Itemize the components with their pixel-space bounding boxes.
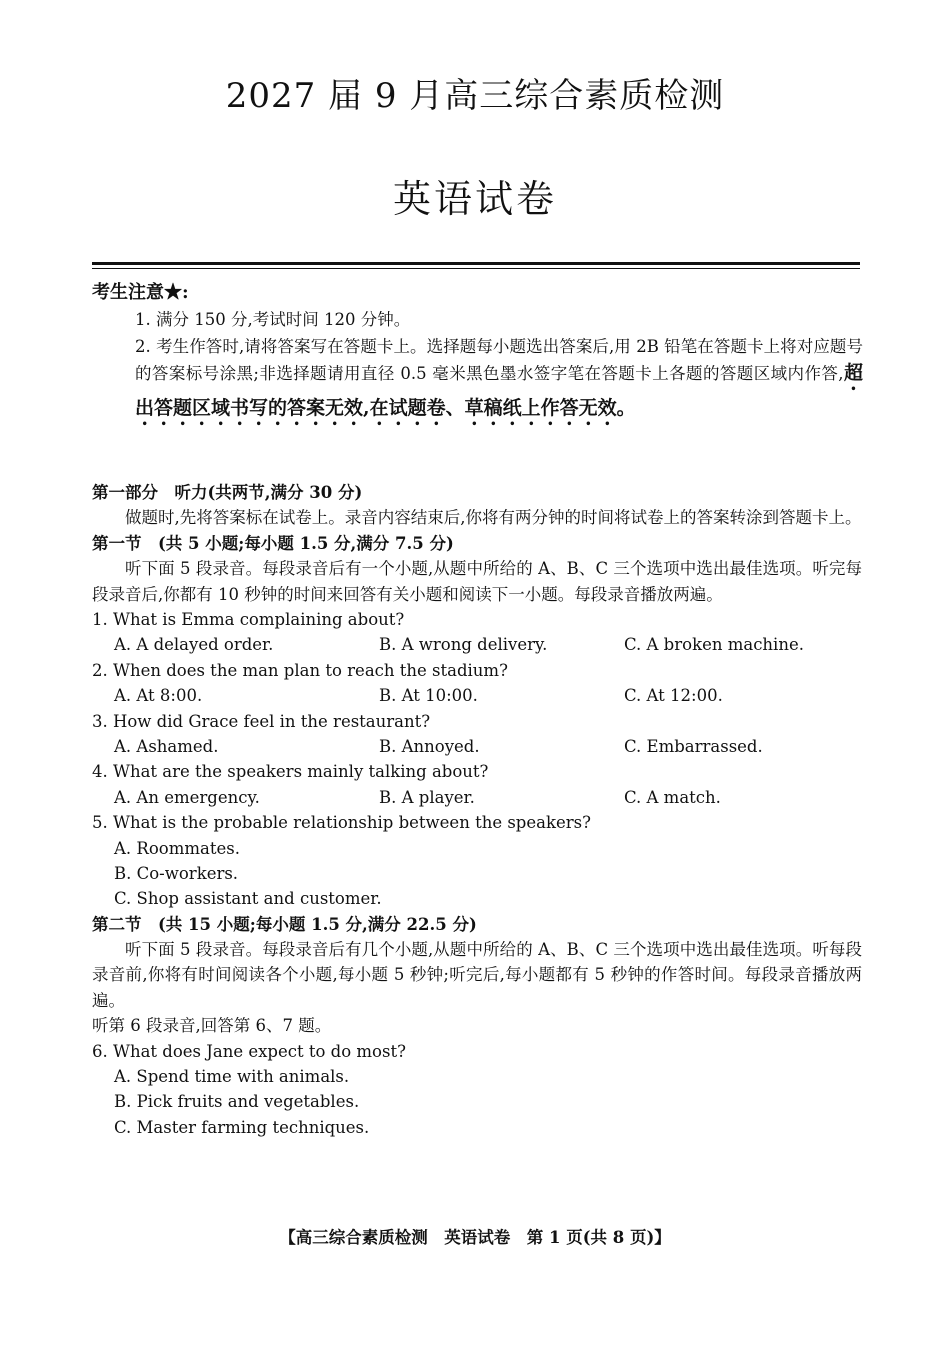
- section1-heading: 第一节 (共 5 小题;每小题 1.5 分,满分 7.5 分): [92, 533, 454, 553]
- question-6: [92, 1039, 862, 1141]
- header-divider-thin: [92, 268, 860, 269]
- notice-title: 考生注意★:: [92, 282, 189, 303]
- option-a: A. Spend time with animals.: [114, 1067, 350, 1087]
- question-stem: 2. When does the man plan to reach the stadium?: [92, 660, 508, 680]
- exam-title: 2027 届 9 月高三综合素质检测: [225, 76, 725, 116]
- notice-item-2-text: 2. 考生作答时,请将答案写在答题卡上。选择题每小题选出答案后,用 2B 铅笔在答题卡上将对应题号的答案标号涂黑;非选择题请用直径 0.5 毫米黑色墨水签字笔在答题卡上各题的答题区域内作答,: [135, 337, 863, 383]
- listening-part: [92, 480, 862, 1140]
- option-a: A. At 8:00.: [114, 686, 203, 706]
- question-3: [92, 709, 862, 760]
- question-stem: 3. How did Grace feel in the restaurant?: [92, 711, 431, 731]
- option-c: C. A broken machine.: [624, 635, 804, 655]
- notice-item-1: 1. 满分 150 分,考试时间 120 分钟。: [135, 310, 411, 329]
- section2-intro: 听下面 5 段录音。每段录音后有几个小题,从题中所给的 A、B、C 三个选项中选出最佳选项。听每段录音前,你将有时间阅读各个小题,每小题 5 秒钟;听完后,每小题都有 5 秒钟的作答时间。每段录音播放两遍。: [92, 940, 862, 1010]
- page-footer: 【高三综合素质检测 英语试卷 第 1 页(共 8 页)】: [279, 1228, 671, 1247]
- option-a: A. An emergency.: [114, 787, 260, 807]
- option-b: B. A player.: [379, 787, 475, 807]
- question-stem: 1. What is Emma complaining about?: [92, 610, 405, 629]
- option-c: C. Embarrassed.: [624, 736, 763, 756]
- exam-subject-title: 英语试卷: [392, 177, 557, 221]
- option-c: C. Shop assistant and customer.: [114, 889, 382, 909]
- notice-item-2: [135, 333, 863, 430]
- option-a: A. Ashamed.: [114, 736, 219, 756]
- header-divider-thick: [92, 262, 860, 265]
- question-1: [92, 607, 862, 658]
- option-b: B. A wrong delivery.: [379, 635, 548, 655]
- option-c: C. A match.: [624, 787, 721, 807]
- section2-prompt: 听第 6 段录音,回答第 6、7 题。: [92, 1016, 332, 1036]
- part1-intro: 做题时,先将答案标在试卷上。录音内容结束后,你将有两分钟的时间将试卷上的答案转涂到答题卡上。: [125, 508, 862, 528]
- option-c: C. Master farming techniques.: [114, 1117, 370, 1137]
- question-stem: 6. What does Jane expect to do most?: [92, 1041, 406, 1061]
- option-c: C. At 12:00.: [624, 686, 723, 706]
- question-stem: 4. What are the speakers mainly talking about?: [92, 762, 489, 782]
- notice-item-2-emphasis: 超出答题区域书写的答案无效,在试题卷、草稿纸上作答无效。: [135, 362, 863, 419]
- option-b: B. Annoyed.: [379, 736, 480, 756]
- part1-heading: 第一部分 听力(共两节,满分 30 分): [92, 483, 363, 502]
- section2-heading: 第二节 (共 15 小题;每小题 1.5 分,满分 22.5 分): [92, 914, 477, 934]
- option-a: A. Roommates.: [114, 838, 240, 858]
- question-5: [92, 810, 862, 912]
- option-b: B. At 10:00.: [379, 686, 478, 706]
- option-b: B. Pick fruits and vegetables.: [114, 1092, 360, 1112]
- option-a: A. A delayed order.: [114, 635, 274, 655]
- section1-intro: 听下面 5 段录音。每段录音后有一个小题,从题中所给的 A、B、C 三个选项中选出最佳选项。听完每段录音后,你都有 10 秒钟的时间来回答有关小题和阅读下一小题。每段录音播放两遍。: [92, 559, 862, 604]
- question-4: [92, 759, 862, 810]
- question-stem: 5. What is the probable relationship between the speakers?: [92, 813, 591, 833]
- option-b: B. Co-workers.: [114, 863, 239, 883]
- question-2: [92, 658, 862, 709]
